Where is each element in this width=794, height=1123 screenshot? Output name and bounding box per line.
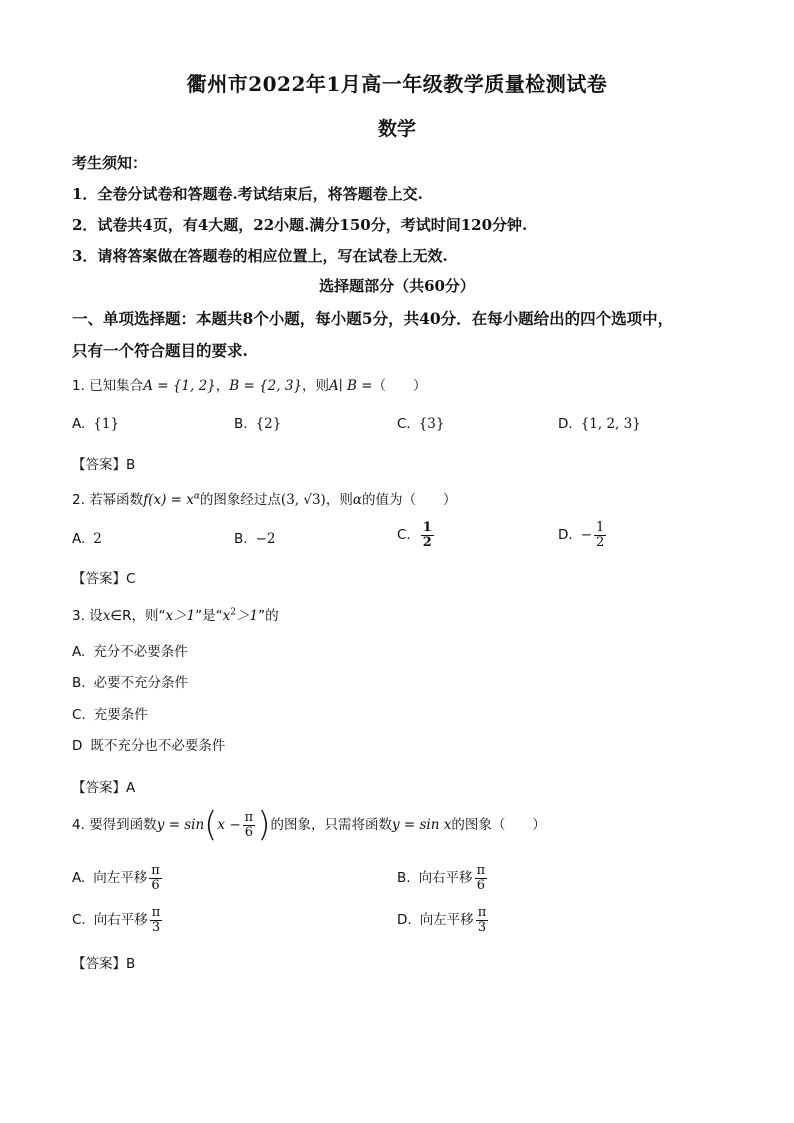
notice-item-1: 1．全卷分试卷和答题卷.考试结束后，将答题卷上交. (72, 185, 423, 203)
exponent: 2 (230, 607, 237, 618)
math-symbol: x (102, 608, 111, 624)
option-label: A. (72, 870, 86, 887)
q4-option-a (72, 864, 164, 892)
option-text: 向左平移 (419, 912, 474, 929)
q1-option-c (397, 416, 445, 432)
q3-option-c (72, 703, 148, 723)
right-paren: ) (257, 805, 271, 845)
math-expression: f(x) = x (143, 492, 194, 508)
question-2 (72, 488, 456, 508)
fraction (421, 521, 434, 549)
question-number: 1. (72, 378, 85, 394)
question-text: 要得到函数 (89, 817, 157, 833)
option-text: 充分不必要条件 (93, 644, 188, 660)
question-text: 若幂函数 (89, 492, 144, 508)
option-label: D (72, 738, 83, 754)
option-text: {3} (418, 416, 445, 432)
q1-option-a (72, 416, 119, 432)
q4-answer (72, 952, 135, 972)
option-label: B. (234, 531, 248, 547)
punctuation: ， (215, 378, 230, 394)
option-label: C. (397, 416, 411, 432)
math-expression: x − (217, 817, 241, 833)
option-text: {2} (255, 416, 282, 432)
question-text: 的值为（ ） (361, 492, 457, 508)
q3-option-a (72, 640, 188, 660)
math-expression: y = sin (156, 817, 205, 833)
q2-answer (72, 567, 135, 587)
answer-value: B (126, 956, 136, 972)
answer-label: 【答案】 (72, 571, 126, 587)
q3-option-b (72, 671, 188, 691)
question-number: 2. (72, 492, 85, 508)
option-label: A. (72, 531, 86, 547)
exponent: α (193, 491, 200, 502)
exam-title: 衢州市2022年1月高一年级教学质量检测试卷 (186, 72, 608, 96)
answer-label: 【答案】 (72, 457, 126, 473)
question-3 (72, 604, 279, 624)
question-text: 的图象经过点 (199, 492, 281, 508)
fraction (243, 811, 256, 839)
q1-option-b (234, 416, 281, 432)
answer-label: 【答案】 (72, 956, 126, 972)
question-text: ”是“ (195, 608, 223, 624)
fraction-numerator: π (476, 863, 486, 878)
fraction-numerator: π (244, 809, 254, 825)
math-expression: x＞1 (165, 608, 196, 624)
q2-option-d (558, 521, 608, 549)
option-text: 既不充分也不必要条件 (90, 738, 226, 754)
option-label: A. (72, 644, 86, 660)
q2-option-a (72, 531, 102, 547)
q1-option-d (558, 416, 641, 432)
math-expression: x (222, 608, 231, 624)
fraction-denominator: 6 (151, 877, 160, 893)
option-text: {1, 2, 3} (580, 416, 641, 432)
question-1 (72, 374, 427, 394)
q2-option-b (234, 531, 275, 547)
question-text: （ ） (372, 378, 427, 394)
fraction (150, 906, 163, 934)
math-symbol: α (352, 492, 362, 508)
question-text: 的图象（ ） (451, 817, 546, 833)
fraction-numerator: π (151, 863, 160, 878)
answer-value: B (126, 457, 136, 473)
fraction (594, 521, 606, 549)
fraction (475, 864, 488, 892)
question-text: ，则 (325, 492, 353, 508)
math-expression: ＞1 (236, 608, 259, 624)
q3-option-d (72, 734, 225, 754)
math-expression: A∣ B = (329, 378, 373, 394)
option-text: 向右平移 (418, 870, 473, 887)
option-text: 2 (93, 531, 102, 547)
fraction-denominator: 2 (596, 534, 605, 550)
part1-instruction-line1: 一、单项选择题：本题共8个小题，每小题5分，共40分．在每小题给出的四个选项中， (72, 309, 674, 328)
question-number: 4. (72, 817, 85, 833)
part1-instruction-line2: 只有一个符合题目的要求. (72, 341, 248, 360)
q1-answer (72, 453, 135, 473)
fraction-numerator: π (477, 905, 487, 920)
option-label: C. (397, 527, 411, 544)
fraction-numerator: π (151, 905, 161, 920)
fraction (149, 864, 162, 892)
fraction-denominator: 6 (476, 877, 485, 893)
fraction-numerator: 1 (596, 520, 605, 535)
question-text: ，则 (302, 378, 330, 394)
question-text: ”的 (258, 608, 279, 624)
option-label: C. (72, 912, 86, 929)
option-text: −2 (255, 531, 276, 547)
question-number: 3. (72, 608, 85, 624)
subject-title: 数学 (377, 118, 416, 140)
notice-item-3: 3．请将答案做在答题卷的相应位置上，写在试卷上无效. (72, 247, 448, 265)
q4-option-d (397, 906, 490, 934)
fraction-denominator: 2 (422, 534, 432, 550)
q2-option-c (397, 521, 436, 549)
q4-option-c (72, 906, 164, 934)
option-text: 充要条件 (93, 707, 148, 723)
answer-label: 【答案】 (72, 780, 126, 796)
q3-answer (72, 776, 135, 796)
question-text: 设 (89, 608, 103, 624)
section-heading: 选择题部分（共60分） (319, 277, 475, 295)
option-text: {1} (93, 416, 120, 432)
option-label: B. (234, 416, 248, 432)
fraction (476, 906, 489, 934)
option-label: C. (72, 707, 86, 723)
option-label: D. (558, 416, 573, 432)
fraction-denominator: 3 (477, 919, 487, 935)
option-text: 向左平移 (93, 870, 148, 887)
option-label: A. (72, 416, 86, 432)
fraction-numerator: 1 (422, 520, 432, 535)
question-text: 的图象，只需将函数 (270, 817, 392, 833)
answer-value: A (126, 780, 136, 796)
q4-option-b (397, 864, 489, 892)
notice-item-2: 2．试卷共4页，有4大题，22小题.满分150分，考试时间120分钟. (72, 216, 528, 234)
notice-heading: 考生须知： (72, 154, 148, 172)
option-label: D. (397, 912, 412, 929)
option-text: 必要不充分条件 (93, 675, 189, 691)
answer-value: C (126, 571, 136, 587)
math-expression: y = sin x (391, 817, 452, 833)
option-label: B. (72, 675, 86, 691)
question-text: ∈R，则“ (110, 608, 166, 624)
minus-sign: − (580, 527, 592, 544)
fraction-denominator: 3 (151, 919, 161, 935)
option-text: 向右平移 (93, 912, 148, 929)
option-label: D. (558, 527, 573, 544)
fraction-denominator: 6 (244, 824, 254, 840)
question-text: 已知集合 (89, 378, 144, 394)
option-label: B. (397, 870, 411, 887)
question-4 (72, 805, 546, 845)
math-expression: A = {1, 2} (143, 378, 216, 394)
left-paren: ( (204, 805, 218, 845)
math-expression: B = {2, 3} (229, 378, 303, 394)
math-expression: (3, √3) (280, 492, 326, 508)
